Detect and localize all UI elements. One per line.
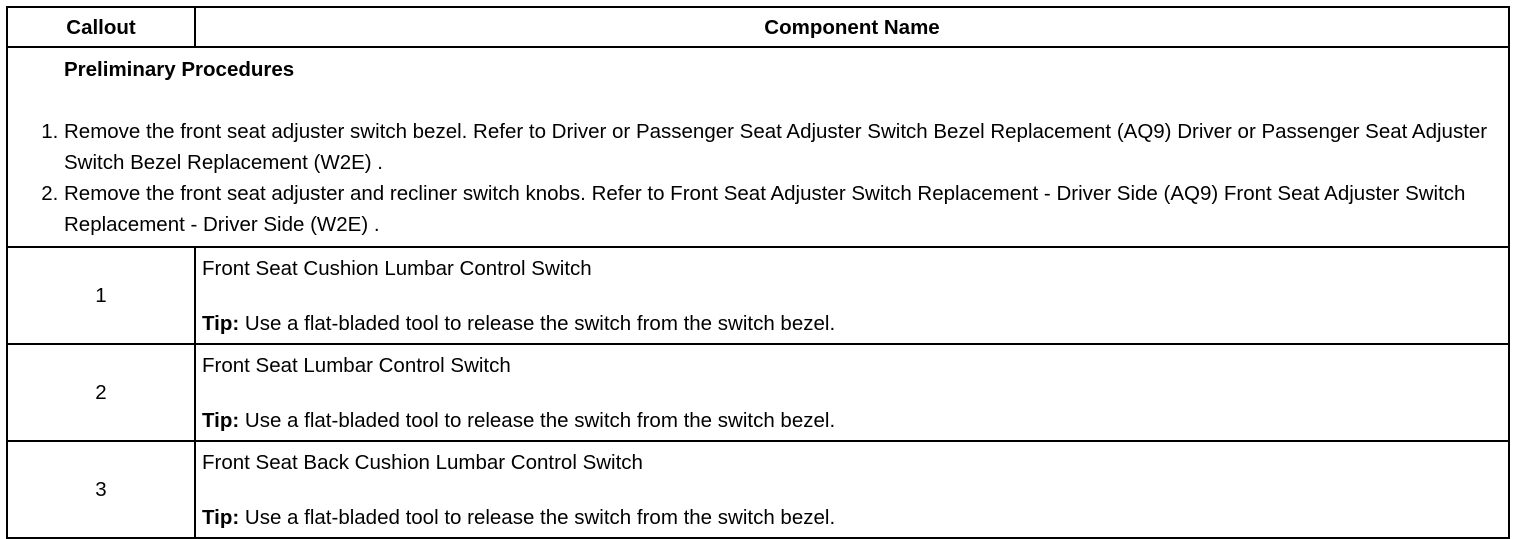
preliminary-step: 1. Remove the front seat adjuster switch bezel. Refer to Driver or Passenger Seat Adjuster Switch Bezel Replacement (AQ9) Driver or Passenger Seat Adjuster Switch Bezel Replacement (W2E) .: [64, 116, 1490, 178]
component-cell: [195, 441, 1509, 538]
preliminary-row: [7, 47, 1509, 247]
procedure-table: [6, 6, 1510, 539]
callout-header: Callout: [7, 7, 195, 47]
tip-label: Tip:: [202, 312, 240, 335]
tip-note: [202, 405, 1502, 436]
component-name: Front Seat Back Cushion Lumbar Control Switch: [202, 451, 643, 474]
tip-label: Tip:: [202, 409, 240, 432]
preliminary-steps-list: [24, 116, 1490, 240]
tip-note: [202, 502, 1502, 533]
tip-label: Tip:: [202, 506, 240, 529]
component-name: Front Seat Cushion Lumbar Control Switch: [202, 257, 592, 280]
component-name: Front Seat Lumbar Control Switch: [202, 354, 511, 377]
table-row: [7, 344, 1509, 441]
tip-text: Use a flat-bladed tool to release the switch from the switch bezel.: [239, 506, 836, 529]
table-row: [7, 441, 1509, 538]
component-cell: [195, 344, 1509, 441]
tip-text: Use a flat-bladed tool to release the switch from the switch bezel.: [239, 312, 836, 335]
tip-text: Use a flat-bladed tool to release the switch from the switch bezel.: [239, 409, 836, 432]
tip-note: [202, 308, 1502, 339]
component-cell: [195, 247, 1509, 344]
preliminary-procedures-cell: [7, 47, 1509, 247]
callout-number: 3: [7, 441, 195, 538]
callout-number: 2: [7, 344, 195, 441]
procedure-document: [6, 6, 1510, 539]
table-row: [7, 247, 1509, 344]
preliminary-step: 2. Remove the front seat adjuster and recliner switch knobs. Refer to Front Seat Adjuster Switch Replacement - Driver Side (AQ9) Front Seat Adjuster Switch Replacement - Driver Side (W2E) .: [64, 178, 1490, 240]
component-name-header: Component Name: [195, 7, 1509, 47]
header-row: [7, 7, 1509, 47]
preliminary-procedures-title: Preliminary Procedures: [64, 58, 295, 81]
callout-number: 1: [7, 247, 195, 344]
